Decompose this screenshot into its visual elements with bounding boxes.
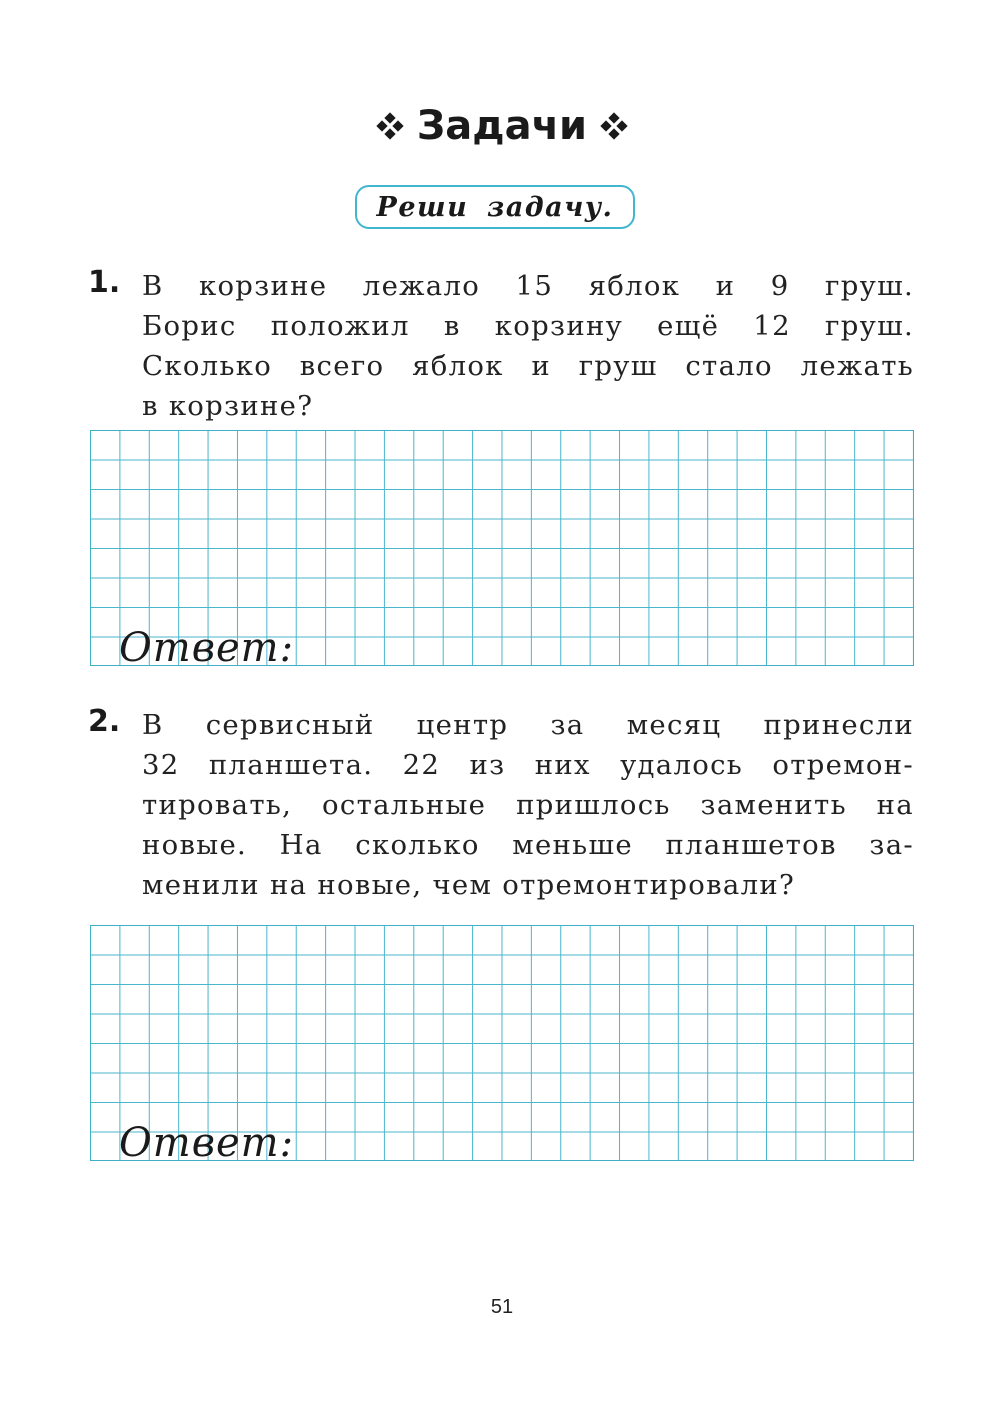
answer-grid[interactable]: [90, 430, 914, 671]
task-line: менили на новые, чем отремонтировали?: [142, 869, 796, 901]
task-line: В корзине лежало 15 яблок и 9 груш.: [142, 270, 914, 302]
task-line: 32 планшета. 22 из них удалось отремон-: [142, 749, 914, 781]
task-line: В сервисный центр за месяц принесли: [142, 709, 914, 741]
task-text: [142, 266, 914, 426]
task-line: новые. На сколько меньше планшетов за-: [142, 829, 914, 861]
diamond-ornament-icon: [377, 113, 403, 139]
section-title: [0, 96, 1004, 156]
task-number: 1.: [88, 265, 121, 300]
task-line: тировать, остальные пришлось заменить на: [142, 789, 914, 821]
instruction-text: Реши задачу.: [376, 191, 614, 223]
task-line: в корзине?: [142, 390, 314, 422]
task-number: 2.: [88, 704, 121, 739]
answer-label: Ответ:: [119, 625, 295, 671]
task-line: Борис положил в корзину ещё 12 груш.: [142, 310, 914, 342]
answer-grid[interactable]: [90, 925, 914, 1166]
task-text: [142, 705, 914, 905]
page-number: 51: [490, 1296, 514, 1318]
instruction-box: [355, 185, 635, 229]
diamond-ornament-icon: [601, 113, 627, 139]
task-line: Сколько всего яблок и груш стало лежать: [142, 350, 914, 382]
section-title-text: Задачи: [416, 103, 588, 149]
answer-label: Ответ:: [119, 1120, 295, 1166]
